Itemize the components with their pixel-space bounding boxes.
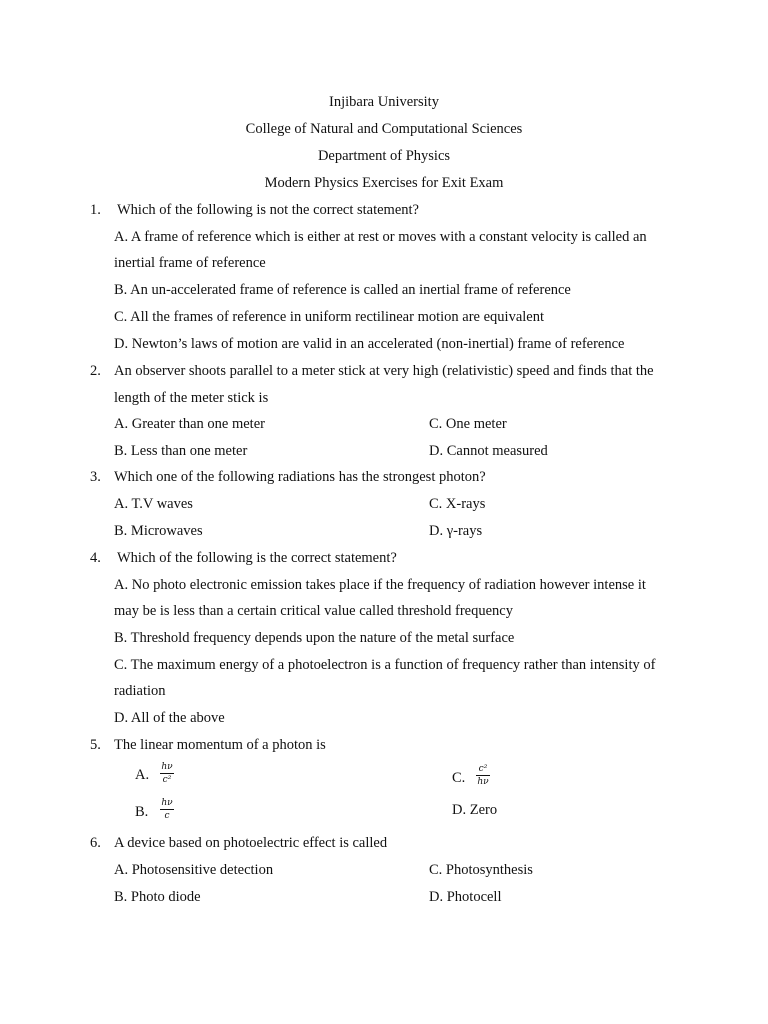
option-a-fraction — [160, 762, 174, 785]
option-c: C. All the frames of reference in uniform rectilinear motion are equivalent — [114, 309, 544, 325]
question-text: Which of the following is the correct statement? — [117, 550, 397, 566]
fraction-numerator: hν — [161, 762, 173, 772]
option-a: A. Greater than one meter — [114, 416, 265, 432]
option-b: B. Photo diode — [114, 889, 201, 905]
question-number: 4. — [90, 550, 101, 566]
question-text: A device based on photoelectric effect is called — [114, 835, 388, 851]
college-name: College of Natural and Computational Sciences — [245, 121, 523, 137]
option-d: D. Cannot measured — [429, 443, 548, 459]
option-c: C. The maximum energy of a photoelectron is a function of frequency rather than intensity of — [114, 657, 656, 673]
question-text: Which one of the following radiations has the strongest photon? — [114, 469, 486, 485]
option-b: B. An un-accelerated frame of reference is called an inertial frame of reference — [114, 282, 571, 298]
question-text: The linear momentum of a photon is — [114, 737, 326, 753]
option-d: D. Zero — [452, 802, 498, 818]
option-b: B. Threshold frequency depends upon the nature of the metal surface — [114, 630, 515, 646]
question-number: 3. — [90, 469, 101, 485]
question-number: 6. — [90, 835, 101, 851]
option-c-continued: radiation — [114, 683, 166, 699]
option-d: D. γ-rays — [429, 523, 483, 539]
option-c: C. Photosynthesis — [429, 862, 533, 878]
question-text-continued: length of the meter stick is — [114, 390, 269, 406]
fraction-bar — [160, 809, 174, 810]
option-a-continued: inertial frame of reference — [114, 255, 266, 271]
option-b: B. Less than one meter — [114, 443, 248, 459]
option-d: D. Newton’s laws of motion are valid in an accelerated (non-inertial) frame of reference — [114, 336, 625, 352]
option-c: C. One meter — [429, 416, 507, 432]
option-a-label: A. — [135, 767, 150, 783]
fraction-numerator: hν — [161, 798, 173, 808]
option-c-fraction — [476, 764, 490, 787]
question-number: 5. — [90, 737, 101, 753]
option-a: A. T.V waves — [114, 496, 193, 512]
option-a: A. A frame of reference which is either at rest or moves with a constant velocity is called an — [114, 229, 647, 245]
exam-title: Modern Physics Exercises for Exit Exam — [264, 175, 504, 191]
option-a-continued: may be is less than a certain critical value called threshold frequency — [114, 603, 513, 619]
question-number: 1. — [90, 202, 101, 218]
department-name: Department of Physics — [317, 148, 451, 164]
fraction-bar — [476, 775, 490, 776]
option-d: D. Photocell — [429, 889, 502, 905]
question-text: Which of the following is not the correct statement? — [117, 202, 419, 218]
option-c-label: C. — [452, 770, 466, 786]
question-number: 2. — [90, 363, 101, 379]
university-name: Injibara University — [329, 94, 439, 110]
fraction-denominator: hν — [477, 777, 489, 787]
fraction-denominator: c — [164, 811, 170, 821]
option-b-label: B. — [135, 804, 149, 820]
fraction-bar — [160, 773, 174, 774]
option-c: C. X-rays — [429, 496, 486, 512]
question-text: An observer shoots parallel to a meter stick at very high (relativistic) speed and finds that the — [114, 363, 654, 379]
fraction-denominator: c² — [162, 775, 172, 785]
option-a: A. Photosensitive detection — [114, 862, 274, 878]
fraction-numerator: c² — [478, 764, 488, 774]
option-b-fraction — [160, 798, 174, 821]
option-d: D. All of the above — [114, 710, 225, 726]
option-b: B. Microwaves — [114, 523, 203, 539]
option-a: A. No photo electronic emission takes place if the frequency of radiation however intense it — [114, 577, 646, 593]
